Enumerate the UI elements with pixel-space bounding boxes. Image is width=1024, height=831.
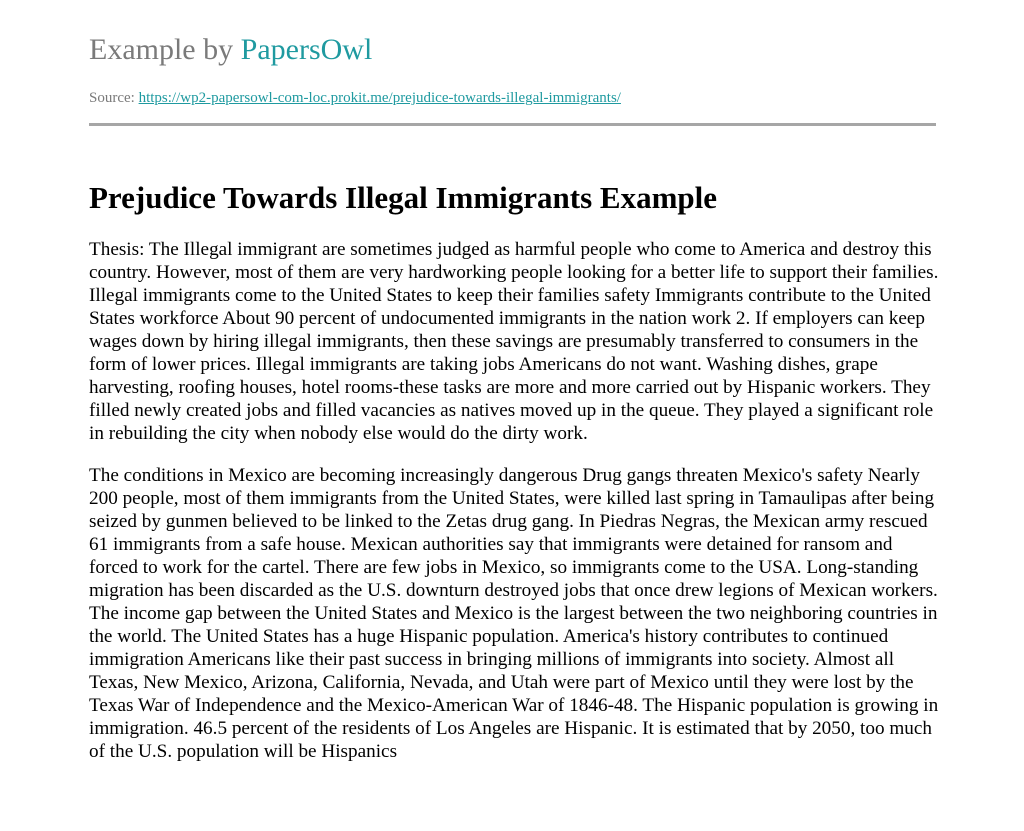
paragraph-thesis: Thesis: The Illegal immigrant are sometimes judged as harmful people who come to America and destroy this country. However, most of them are very hardworking people looking for a better life to support their families. Illegal immigrants come to the United States to keep their families safety Immigrants contribute to the United States workforce About 90 percent of undocumented immigrants in the nation work 2. If employers can keep wages down by hiring illegal immigrants, then these savings are presumably transferred to consumers in the form of lower prices. Illegal immigrants are taking jobs Americans do not want. Washing dishes, grape harvesting, roofing houses, hotel rooms-these tasks are more and more carried out by Hispanic workers. They filled newly created jobs and filled vacancies as natives moved up in the queue. They played a significant role in rebuilding the city when nobody else would do the dirty work.	[89, 239, 939, 444]
source-label: Source:	[89, 90, 139, 106]
brand-name: PapersOwl	[240, 33, 373, 66]
document-title: Prejudice Towards Illegal Immigrants Example	[89, 180, 718, 215]
paragraph-conditions: The conditions in Mexico are becoming increasingly dangerous Drug gangs threaten Mexico's safety Nearly 200 people, most of them immigrants from the United States, were killed last spring in Tamaulipas after being seized by gunmen believed to be linked to the Zetas drug gang. In Piedras Negras, the Mexican army rescued 61 immigrants from a safe house. Mexican authorities say that immigrants were detained for ransom and forced to work for the cartel. There are few jobs in Mexico, so immigrants come to the USA. Long-standing migration has been discarded as the U.S. downturn destroyed jobs that once drew legions of Mexican workers. The income gap between the United States and Mexico is the largest between the two neighboring countries in the world. The United States has a huge Hispanic population. America's history contributes to continued immigration Americans like their past success in bringing millions of immigrants into society. Almost all Texas, New Mexico, Arizona, California, Nevada, and Utah were part of Mexico until they were lost by the Texas War of Independence and the Mexico-American War of 1846-48. The Hispanic population is growing in immigration. 46.5 percent of the residents of Los Angeles are Hispanic. It is estimated that by 2050, too much of the U.S. population will be Hispanics	[89, 465, 939, 762]
header-title	[89, 30, 935, 70]
header-prefix: Example by	[89, 33, 241, 66]
source-line	[89, 88, 935, 108]
header-divider	[89, 123, 936, 126]
source-link[interactable]: https://wp2-papersowl-com-loc.prokit.me/prejudice-towards-illegal-immigrants/	[138, 90, 621, 106]
